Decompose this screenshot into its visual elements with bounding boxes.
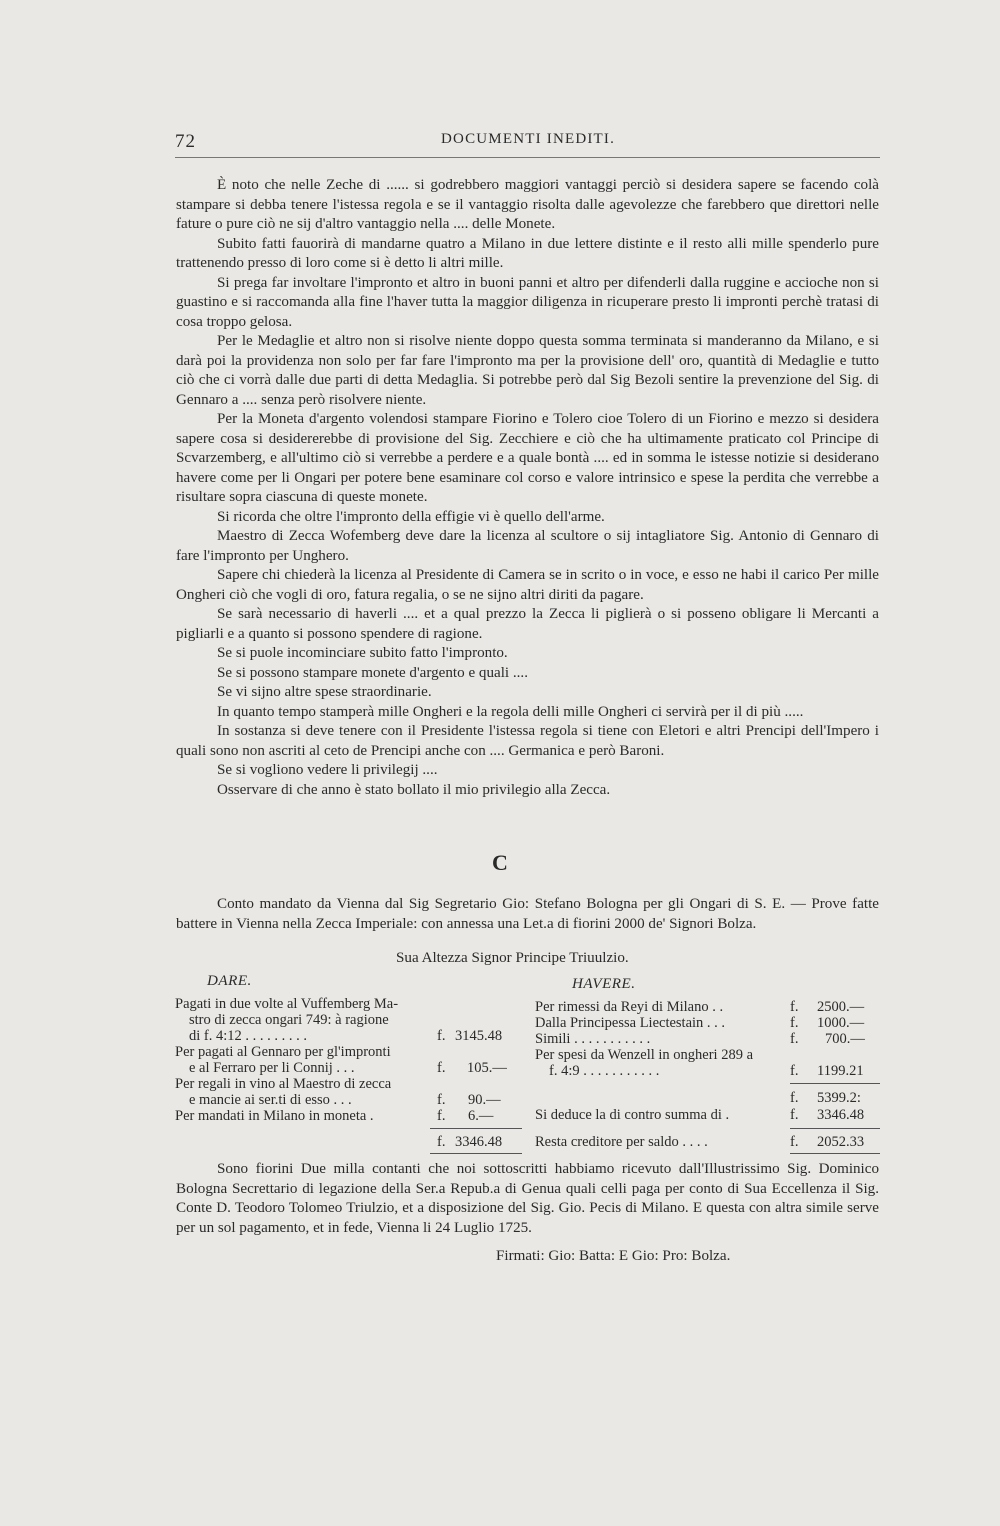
ledger-row — [175, 1108, 520, 1124]
ledger-currency: f. — [790, 1107, 799, 1123]
ledger-desc: f. 4:9 . . . . . . . . . . . — [549, 1063, 660, 1079]
ledger-row — [535, 1031, 880, 1047]
dare-total-rule — [430, 1153, 522, 1154]
paragraph: Subito fatti fauorirà di mandarne quatro a Milano in due lettere distinte e il resto alli mille spenderlo pure trattenendo presso di loro come si è detto li altri mille. — [176, 235, 879, 271]
section-letter: C — [492, 850, 508, 875]
paragraph: Se si vogliono vedere li privilegij .... — [217, 762, 438, 778]
dare-total — [175, 1134, 520, 1150]
dare-sum-rule — [430, 1128, 522, 1129]
paragraph: Se vi sijno altre spese straordinarie. — [217, 684, 432, 700]
ledger-amount: 1000.— — [817, 1015, 865, 1031]
ledger-desc: Per spesi da Wenzell in ongheri 289 a — [535, 1047, 754, 1063]
ledger-row — [175, 1044, 520, 1060]
havere-balance — [535, 1134, 880, 1150]
ledger-currency: f. — [790, 1063, 799, 1079]
ledger-desc: Per pagati al Gennaro per gl'impronti — [175, 1044, 391, 1060]
ledger-amount: 3346.48 — [817, 1107, 865, 1123]
ledger-desc: stro di zecca ongari 749: à ragione — [189, 1012, 389, 1028]
ledger-total-row — [175, 1134, 520, 1150]
ledger-row — [175, 1060, 520, 1076]
ledger-desc: Dalla Principessa Liectestain . . . — [535, 1015, 726, 1031]
paragraph: In sostanza si deve tenere con il Presidente l'istessa regola si tiene con Eletori e altri Prencipi dell'Impero i quali sono non ascriti al ceto de Prencipi anche con .... Germanica e però Baroni. — [176, 723, 879, 759]
ledger-amount: 700.— — [825, 1031, 865, 1047]
page-number: 72 — [175, 131, 196, 152]
ledger-currency: f. — [437, 1060, 446, 1076]
havere-total-rule — [790, 1153, 880, 1154]
ledger-desc: Per mandati in Milano in moneta . — [175, 1108, 374, 1124]
havere-column — [535, 999, 880, 1079]
ledger-row — [535, 999, 880, 1015]
paragraph: In quanto tempo stamperà mille Ongheri e la regola delli mille Ongheri ci servirà per il di più ..... — [217, 703, 804, 720]
ledger-amount: 3145.48 — [455, 1028, 503, 1044]
ledger-currency: f. — [437, 1092, 446, 1108]
dare-heading: DARE. — [207, 973, 252, 989]
ledger-amount: 1199.21 — [817, 1063, 864, 1079]
ledger-amount: 2500.— — [817, 999, 865, 1015]
paragraph: Maestro di Zecca Wofemberg deve dare la licenza al scultore o sij intagliatore Sig. Antonio di Gennaro di fare l'impronto per Unghero. — [176, 528, 879, 564]
ledger-desc: di f. 4:12 . . . . . . . . . — [189, 1028, 308, 1044]
ledger-row — [535, 1047, 880, 1063]
ledger-currency: f. — [437, 1134, 446, 1150]
running-head: DOCUMENTI INEDITI. — [441, 131, 616, 147]
havere-sum-rule — [790, 1083, 880, 1084]
ledger-amount: 6.— — [468, 1108, 494, 1124]
ledger-currency: f. — [790, 999, 799, 1015]
ledger-desc: Per regali in vino al Maestro di zecca — [175, 1076, 392, 1092]
ledger-desc: Per rimessi da Reyi di Milano . . — [535, 999, 724, 1015]
ledger-currency: f. — [790, 1090, 799, 1106]
ledger-currency: f. — [790, 1015, 799, 1031]
receipt-text — [176, 1160, 879, 1238]
ledger-total-row — [535, 1134, 880, 1150]
paragraph: Per la Moneta d'argento volendosi stampare Fiorino e Tolero cioe Tolero di un Fiorino e mezzo si desidera sapere cosa si desidererebbe di provisione del Sig. Zecchiere e ciò che ha ultimamente praticato col Principe di Scvarzemberg, e all'ultimo ciò si verrebbe a perdere e a quale bontà .... ed in somma le istesse notizie si desiderano havere come per li Ongari per potere bene esaminare col corso e valore intrinsico e spese la perdita che verrebbe a risultare sopra ciascuna di queste monete. — [176, 411, 879, 505]
havere-balance-rule — [790, 1128, 880, 1129]
paragraph: Se si possono stampare monete d'argento e quali .... — [217, 664, 528, 681]
ledger-currency: f. — [790, 1134, 799, 1150]
intro-paragraph: Conto mandato da Vienna dal Sig Segretario Gio: Stefano Bologna per gli Ongari di S. E. — Prove fatte battere in Vienna nella Zecca Imperiale: con annessa una Let.a di fiorini 2000 de' Signori Bolza. — [176, 896, 879, 932]
ledger-amount: 2052.33 — [817, 1134, 865, 1150]
ledger-desc: e al Ferraro per li Connij . . . — [189, 1060, 355, 1076]
paragraph: Si ricorda che oltre l'impronto della effigie vi è quello dell'arme. — [217, 508, 605, 525]
ledger-row — [175, 996, 520, 1012]
addressee: Sua Altezza Signor Principe Triuulzio. — [396, 950, 629, 966]
ledger-amount: 5399.2: — [817, 1090, 861, 1106]
paragraph: Sapere chi chiederà la licenza al Presidente di Camera se in scrito o in voce, e esso ne habi il carico Per mille Ongheri ciò che vogli di oro, fatura regalia, o se ne sijno altri diriti da pagare. — [176, 567, 879, 603]
ledger-row — [535, 1063, 880, 1079]
paragraph: Si prega far involtare l'impronto et altro in buoni panni et altro per difenderli dalla ruggine e accioche non si guastino e si raccomanda alla fine l'haver tutta la maggior diligenza in ricuperare presto li impronti perchè tratasi di cosa troppo gelosa. — [176, 274, 879, 330]
ledger-total-row — [535, 1090, 880, 1106]
ledger-desc: Pagati in due volte al Vuffemberg Ma- — [175, 996, 399, 1012]
header-rule — [175, 157, 880, 158]
ledger-amount: 3346.48 — [455, 1134, 503, 1150]
ledger-amount: 105.— — [467, 1060, 507, 1076]
receipt-paragraph: Sono fiorini Due milla contanti che noi sottoscritti habbiamo ricevuto dall'Illustrissimo Sig. Dominico Bologna Secrettario di legazione della Ser.a Repub.a di Genua quali celli paga per conto di Sua Eccellenza il Sig. Conte D. Teodoro Tolomeo Triulzio, et a disposizione del Sig. Gio. Pecis di Milano. E questa con altra simile serve per un sol pagamento, et in fede, Vienna li 24 Luglio 1725. — [176, 1161, 879, 1236]
document-body — [176, 176, 879, 800]
ledger-currency: f. — [437, 1108, 446, 1124]
ledger-desc: Si deduce la di contro summa di . — [535, 1107, 730, 1123]
dare-column — [175, 996, 520, 1124]
ledger-row — [175, 1028, 520, 1044]
ledger-row — [535, 1015, 880, 1031]
ledger-currency: f. — [790, 1031, 799, 1047]
ledger-desc: Resta creditore per saldo . . . . — [535, 1134, 708, 1150]
ledger-row — [535, 1107, 880, 1123]
ledger-amount: 90.— — [468, 1092, 501, 1108]
paragraph: Osservare di che anno è stato bollato il mio privilegio alla Zecca. — [217, 781, 611, 798]
paragraph: Se si puole incominciare subito fatto l'impronto. — [217, 645, 508, 661]
havere-subtotal — [535, 1090, 880, 1123]
ledger-currency: f. — [437, 1028, 446, 1044]
havere-heading: HAVERE. — [572, 976, 636, 992]
ledger-desc: Simili . . . . . . . . . . . — [535, 1031, 651, 1047]
section-intro — [176, 895, 879, 934]
paragraph: Per le Medaglie et altro non si risolve niente doppo questa somma terminata si manderanno da Milano, e si darà poi la providenza non solo per far fare l'impronto ma per la provisione dell' oro, quantità di Medaglie e tutto ciò che ci vorrà dalle due parti di detta Medaglia. Si potrebbe però dal Sig Bezoli sentire la prevenzione del Sig. di Gennaro a .... senza però risolvere niente. — [176, 333, 879, 408]
paragraph: È noto che nelle Zeche di ...... si godrebbero maggiori vantaggi perciò si desidera sapere se facendo colà stampare si debba tenere l'istessa regola e se il vantaggio risolta dalle agevolezze che farebbero que direttori nelle fature o pure ciò ne sij d'altro vantaggio nella .... delle Monete. — [176, 177, 879, 232]
paragraph: Se sarà necessario di haverli .... et a qual prezzo la Zecca li piglierà o si posseno obligare li Mercanti a pigliarli e a quanto si possono spendere di ragione. — [176, 606, 879, 642]
ledger-desc: e mancie ai ser.ti di esso . . . — [189, 1092, 352, 1108]
ledger-row — [175, 1092, 520, 1108]
ledger-row — [175, 1012, 520, 1028]
signature-line: Firmati: Gio: Batta: E Gio: Pro: Bolza. — [496, 1248, 731, 1264]
ledger-row — [175, 1076, 520, 1092]
